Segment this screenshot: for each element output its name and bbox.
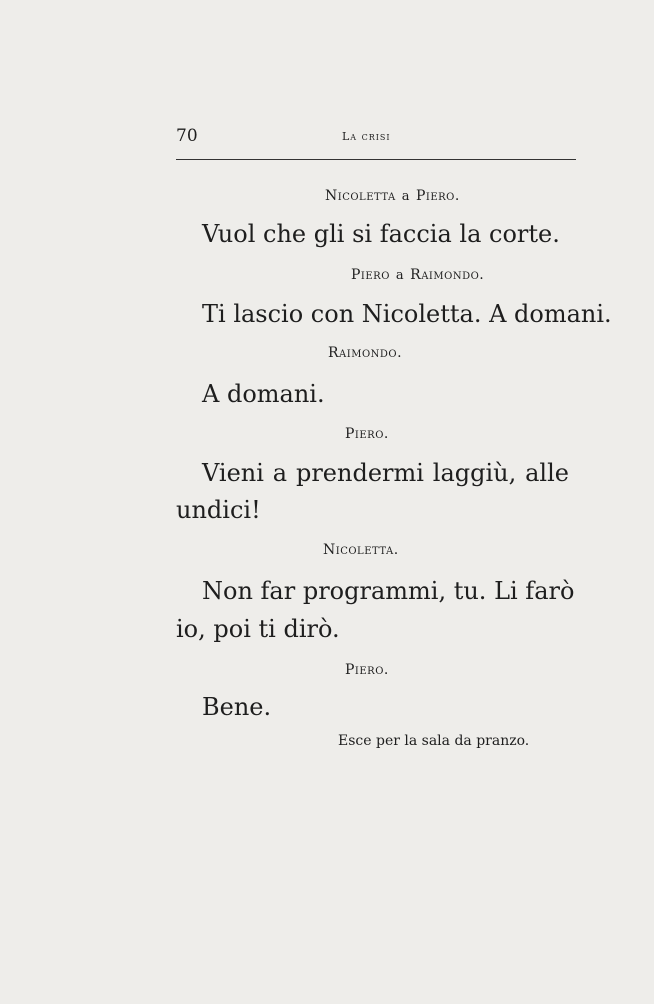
- dialogue-line: Vuol che gli si faccia la corte.: [202, 220, 560, 248]
- dialogue-line: io, poi ti dirò.: [176, 615, 340, 643]
- dialogue-line: Non far programmi, tu. Li farò: [202, 577, 575, 605]
- speaker-name: Piero.: [345, 426, 389, 442]
- speaker-name: Nicoletta: [325, 188, 396, 204]
- speaker-name: Piero: [351, 267, 390, 283]
- speaker-heading: [345, 662, 389, 678]
- speaker-name: Raimondo.: [328, 345, 403, 361]
- running-title: La crisi: [342, 130, 391, 143]
- speaker-heading: [323, 542, 399, 558]
- stage-direction: Esce per la sala da pranzo.: [338, 733, 530, 749]
- speaker-target: Raimondo.: [410, 267, 485, 283]
- page-number: 70: [176, 126, 198, 146]
- speaker-heading: [325, 188, 460, 204]
- dialogue-line: undici!: [176, 496, 261, 524]
- speaker-connector: a: [395, 268, 405, 283]
- header-rule: [176, 159, 576, 160]
- speaker-heading: [351, 267, 484, 283]
- page-header: [176, 126, 576, 150]
- speaker-connector: a: [401, 189, 410, 204]
- speaker-name: Piero.: [345, 662, 389, 678]
- dialogue-line: Bene.: [202, 693, 272, 721]
- speaker-heading: [328, 345, 402, 361]
- dialogue-line: Vieni a prendermi laggiù, alle: [202, 459, 569, 487]
- speaker-name: Nicoletta.: [323, 542, 399, 558]
- dialogue-line: Ti lascio con Nicoletta. A domani.: [202, 300, 612, 328]
- speaker-target: Piero.: [415, 188, 460, 204]
- speaker-heading: [345, 426, 389, 442]
- dialogue-line: A domani.: [202, 380, 325, 408]
